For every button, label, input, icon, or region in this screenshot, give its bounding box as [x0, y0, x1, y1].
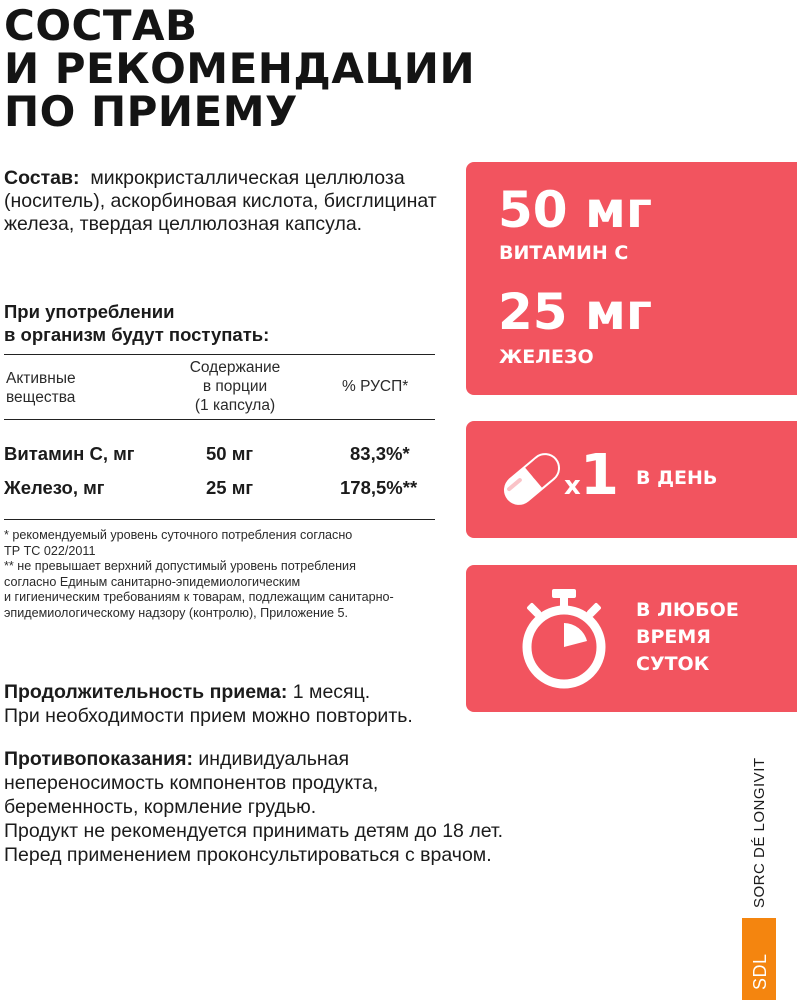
row-vitamin-percent: 83,3%*	[350, 443, 410, 464]
multiplier-x: x	[564, 471, 581, 501]
table-header-rule	[4, 419, 435, 420]
duration-label: Продолжительность приема:	[4, 681, 288, 703]
row-iron-name: Железо, мг	[4, 477, 105, 498]
header-content-line-3: (1 капсула)	[194, 397, 276, 414]
duration-paragraph	[4, 680, 413, 728]
dosage-card	[466, 162, 797, 395]
row-vitamin-name: Витамин С, мг	[4, 443, 135, 464]
page-title	[4, 1, 476, 136]
row-iron-percent: 178,5%**	[340, 477, 418, 498]
capsule-icon	[494, 441, 570, 517]
footnote-line-3: ** не превышает верхний допустимый уровень потребления	[4, 559, 356, 573]
contraindications-line-5: Перед применением проконсультироваться с врачом.	[4, 844, 492, 866]
contraindications-paragraph	[4, 747, 503, 867]
iron-amount: 25 мг	[498, 283, 652, 341]
contraindications-line-1: индивидуальная	[198, 748, 350, 770]
footnote-line-2: ТР ТС 022/2011	[4, 543, 96, 558]
composition-label: Состав:	[4, 167, 80, 189]
table-header-percent: % РУСП*	[342, 378, 409, 395]
brand-bar	[742, 918, 776, 1000]
brand-bar-label: SDL	[750, 953, 770, 990]
composition-text: микрокристаллическая целлюлоза (носитель), аскорбиновая кислота, бисглицинат железа, твердая целлюлозная капсула.	[4, 167, 437, 235]
header-content-line-2: в порции	[202, 378, 268, 395]
table-bottom-rule	[4, 519, 435, 520]
iron-label: ЖЕЛЕЗО	[499, 346, 594, 368]
row-vitamin-amount: 50 мг	[206, 443, 254, 464]
vitamin-c-amount: 50 мг	[498, 181, 652, 239]
table-top-rule	[4, 354, 435, 355]
anytime-card	[466, 565, 797, 712]
table-header-substances	[6, 369, 76, 407]
composition-paragraph	[4, 167, 454, 236]
title-line-1: СОСТАВ	[4, 1, 198, 50]
table-header-content	[170, 358, 300, 415]
contraindications-label: Противопоказания:	[4, 748, 193, 770]
intake-heading	[4, 300, 424, 346]
footnote-line-5: и гигиеническим требованиям к товарам, подлежащим санитарно-	[4, 590, 394, 604]
duration-value: 1 месяц.	[292, 681, 371, 703]
header-substances-line-2: вещества	[6, 389, 76, 406]
anytime-line-3: СУТОК	[636, 653, 710, 675]
header-content-line-1: Содержание	[189, 359, 281, 376]
footnote-line-6: эпидемиологическому надзору (контролю), Приложение 5.	[4, 605, 349, 620]
footnotes	[4, 528, 444, 621]
multiplier-number: 1	[580, 443, 619, 508]
contraindications-line-2: непереносимость компонентов продукта,	[4, 772, 379, 794]
vitamin-c-label: ВИТАМИН С	[499, 242, 629, 264]
daily-card	[466, 421, 797, 538]
brand-vertical-text: SORC DÉ LONGIVIT	[751, 757, 768, 908]
header-substances-line-1: Активные	[6, 370, 76, 387]
title-line-3: ПО ПРИЕМУ	[4, 87, 298, 136]
footnote-line-4: согласно Единым санитарно-эпидемиологическим	[4, 574, 301, 589]
row-iron-amount: 25 мг	[206, 477, 254, 498]
duration-line-2: При необходимости прием можно повторить.	[4, 705, 413, 727]
intake-heading-line-2: в организм будут поступать:	[4, 324, 270, 345]
contraindications-line-4: Продукт не рекомендуется принимать детям до 18 лет.	[4, 820, 504, 842]
footnote-line-1: * рекомендуемый уровень суточного потребления согласно	[4, 528, 353, 542]
anytime-line-1: В ЛЮБОЕ	[636, 599, 739, 621]
daily-label: В ДЕНЬ	[636, 467, 718, 489]
intake-heading-line-1: При употреблении	[4, 301, 175, 322]
contraindications-line-3: беременность, кормление грудью.	[4, 796, 317, 818]
stopwatch-icon	[518, 587, 610, 689]
title-line-2: И РЕКОМЕНДАЦИИ	[4, 44, 476, 93]
anytime-line-2: ВРЕМЯ	[636, 626, 711, 648]
